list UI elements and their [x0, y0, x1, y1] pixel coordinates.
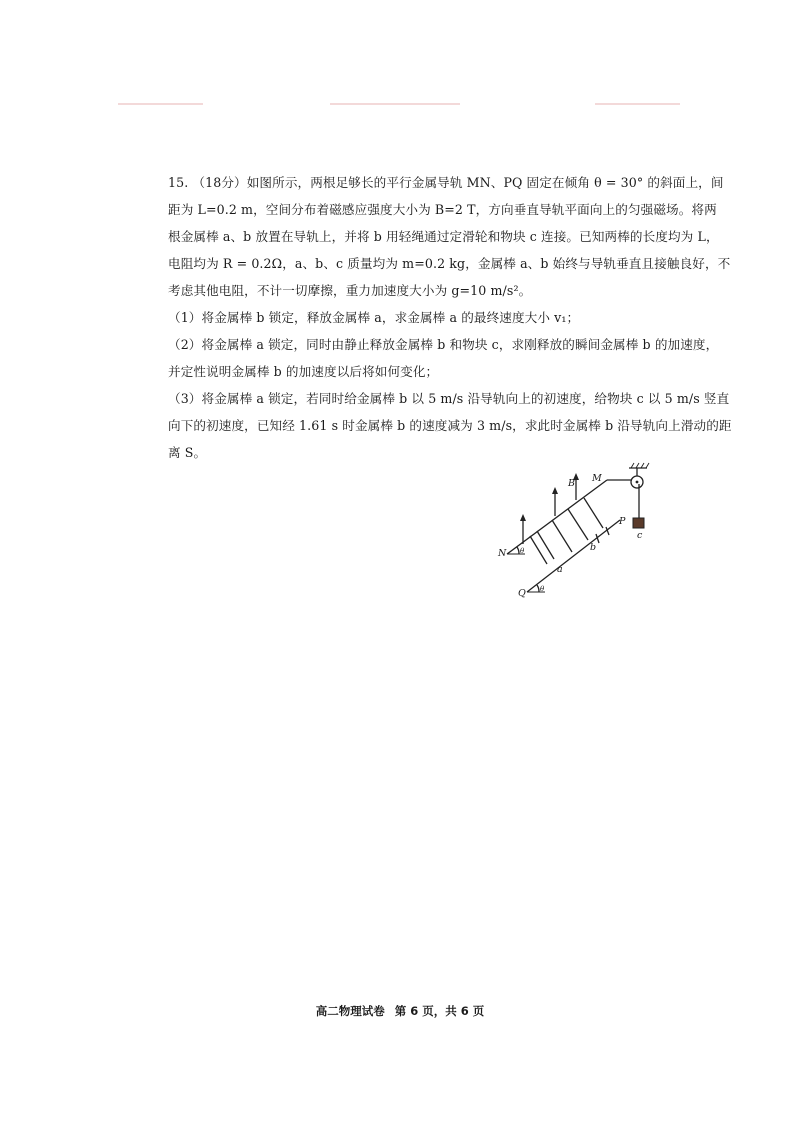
sub-question-1: （1）将金属棒 b 锁定，释放金属棒 a，求金属棒 a 的最终速度大小 v₁； [168, 310, 580, 325]
label-a: a [557, 564, 563, 575]
footer-subject: 高二物理试卷 [315, 1004, 385, 1018]
question-15 [168, 169, 732, 466]
question-line: 电阻均为 R = 0.2Ω，a、b、c 质量均为 m=0.2 kg，金属棒 a、b 始终与导轨垂直且接触良好，不 [168, 256, 731, 271]
bar-right [584, 498, 603, 528]
bar-left-2 [537, 531, 554, 559]
hatch [631, 463, 634, 468]
label-angle-q: θ [540, 585, 545, 593]
footer-page: 第 6 页，共 6 页 [394, 1004, 485, 1018]
incline-rail-diagram [495, 462, 660, 602]
scan-mark-left [118, 103, 203, 105]
label-q: Q [518, 588, 526, 599]
angle-arc-n [517, 547, 519, 554]
sub-question-2: （2）将金属棒 a 锁定，同时由静止释放金属棒 b 和物块 c，求刚释放的瞬间金属棒 b 的加速度， [168, 337, 719, 352]
sub-question-2-cont: 并定性说明金属棒 b 的加速度以后将如何变化； [168, 364, 439, 379]
question-line: 根金属棒 a、b 放置在导轨上，并将 b 用轻绳通过定滑轮和物块 c 连接。已知两棒的长度均为 L， [168, 229, 719, 244]
bar-a [552, 520, 572, 552]
sub-question-3-end: 离 S。 [168, 445, 207, 460]
scan-mark-center [330, 103, 460, 105]
page-footer [0, 1003, 800, 1019]
label-m: M [592, 473, 602, 484]
angle-arc-q [537, 585, 539, 592]
label-n: N [498, 548, 507, 559]
hatch [646, 463, 649, 468]
bar-left-1 [530, 536, 547, 564]
sub-question-3-cont: 向下的初速度，已知经 1.61 s 时金属棒 b 的速度减为 3 m/s，求此时金属棒 b 沿导轨向上滑动的距 [168, 418, 732, 433]
label-c: c [637, 530, 643, 541]
block-c [633, 518, 644, 528]
label-angle-n: θ [520, 547, 525, 555]
arrowhead-2 [552, 487, 558, 494]
pulley-axle [636, 481, 639, 484]
scan-mark-right [595, 103, 680, 105]
question-line: 距为 L=0.2 m，空间分布着磁感应强度大小为 B=2 T，方向垂直导轨平面向上的匀强磁场。将两 [168, 202, 717, 217]
hatch [641, 463, 644, 468]
sub-question-3: （3）将金属棒 a 锁定，若同时给金属棒 b 以 5 m/s 沿导轨向上的初速度，给物块 c 以 5 m/s 竖直 [168, 391, 730, 406]
label-b: b [590, 542, 597, 553]
rail-pq [527, 520, 620, 592]
question-line: 考虑其他电阻，不计一切摩擦，重力加速度大小为 g=10 m/s²。 [168, 283, 532, 298]
label-b-field: B [568, 478, 575, 489]
label-p: P [619, 516, 626, 527]
question-line: 15. （18分）如图所示，两根足够长的平行金属导轨 MN、PQ 固定在倾角 θ = 30° 的斜面上，间 [168, 175, 724, 190]
hatch [636, 463, 639, 468]
bar-b [568, 509, 588, 540]
arrowhead-1 [520, 514, 526, 521]
